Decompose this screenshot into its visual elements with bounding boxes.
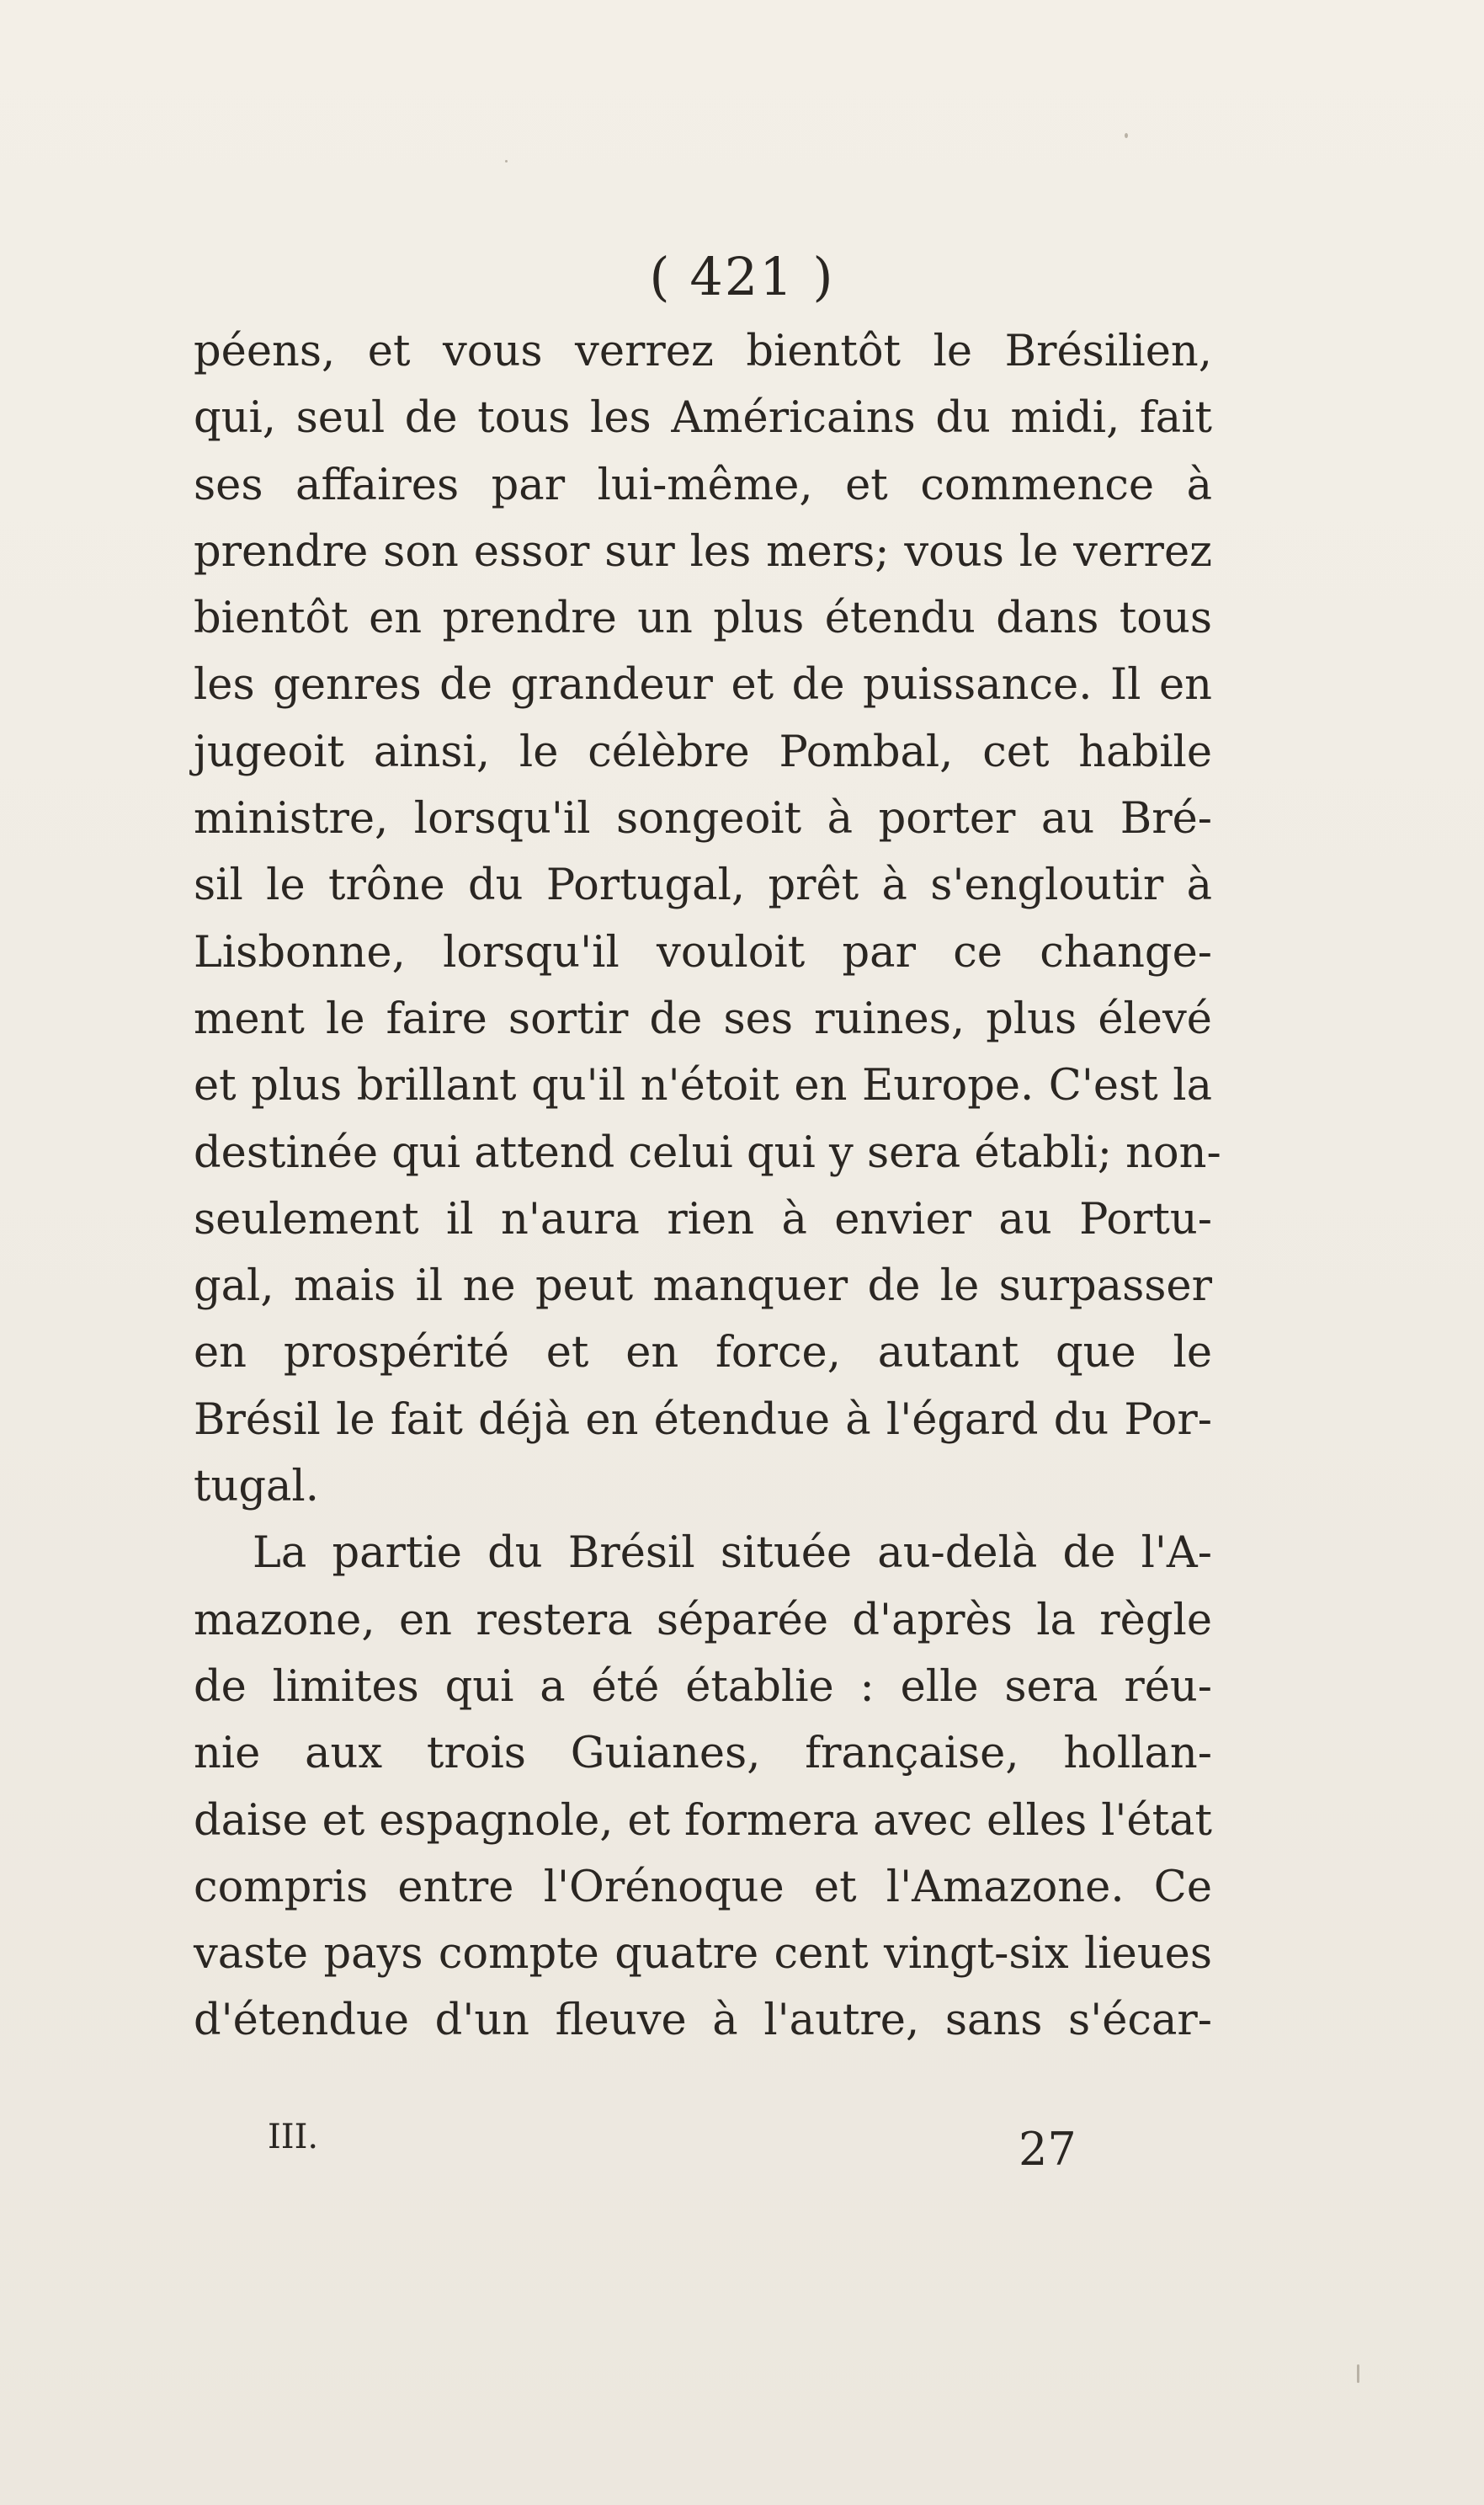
text-line: ses affaires par lui-même, et commence à: [194, 460, 1212, 510]
text-line: ministre, lorsqu'il songeoit à porter au Bré-: [194, 794, 1212, 845]
text-line: Lisbonne, lorsqu'il vouloit par ce change-: [194, 927, 1212, 978]
text-line: qui, seul de tous les Américains du midi, fait: [194, 393, 1212, 444]
text-line: daise et espagnole, et formera avec elles l'état: [194, 1795, 1212, 1846]
paragraph-end-line: tugal.: [194, 1462, 319, 1512]
text-line: ment le faire sortir de ses ruines, plus élevé: [194, 994, 1212, 1044]
text-line: nie aux trois Guianes, française, hollan-: [194, 1729, 1212, 1779]
text-line: les genres de grandeur et de puissance. Il en: [194, 660, 1212, 711]
signature-mark: III.: [268, 2118, 319, 2156]
text-line: péens, et vous verrez bientôt le Brésilien,: [194, 327, 1212, 376]
paper-spot: [1125, 133, 1128, 138]
text-line: gal, mais il ne peut manquer de le surpasser: [194, 1261, 1212, 1312]
text-line: jugeoit ainsi, le célèbre Pombal, cet habile: [194, 727, 1212, 777]
text-line: d'étendue d'un fleuve à l'autre, sans s'écar-: [194, 1996, 1212, 2046]
catchword: 27: [1019, 2123, 1077, 2176]
text-line: compris entre l'Orénoque et l'Amazone. Ce: [194, 1862, 1212, 1912]
text-line: et plus brillant qu'il n'étoit en Europe. C'est la: [194, 1061, 1212, 1111]
text-line: mazone, en restera séparée d'après la règle: [194, 1595, 1212, 1645]
page-footer: [0, 2118, 1484, 2185]
paragraph-start-line: La partie du Brésil située au-delà de l'A-: [253, 1528, 1212, 1579]
text-line: vaste pays compte quatre cent vingt-six lieues: [194, 1929, 1212, 1980]
text-line: bientôt en prendre un plus étendu dans tous: [194, 594, 1212, 644]
text-line: seulement il n'aura rien à envier au Portu-: [194, 1194, 1212, 1245]
body-text: [194, 318, 1221, 2055]
page-number: ( 421 ): [649, 246, 835, 307]
text-line: prendre son essor sur les mers; vous le verrez: [194, 526, 1212, 577]
paper-spot: [505, 160, 508, 163]
text-line: Brésil le fait déjà en étendue à l'égard du Por-: [194, 1394, 1212, 1445]
text-line: en prospérité et en force, autant que le: [194, 1328, 1212, 1378]
text-line: sil le trône du Portugal, prêt à s'engloutir à: [194, 861, 1212, 911]
text-line: de limites qui a été établie : elle sera réu-: [194, 1661, 1212, 1712]
text-line: destinée qui attend celui qui y sera établi; non-: [194, 1127, 1221, 1178]
paper-spot: [1357, 2364, 1359, 2383]
